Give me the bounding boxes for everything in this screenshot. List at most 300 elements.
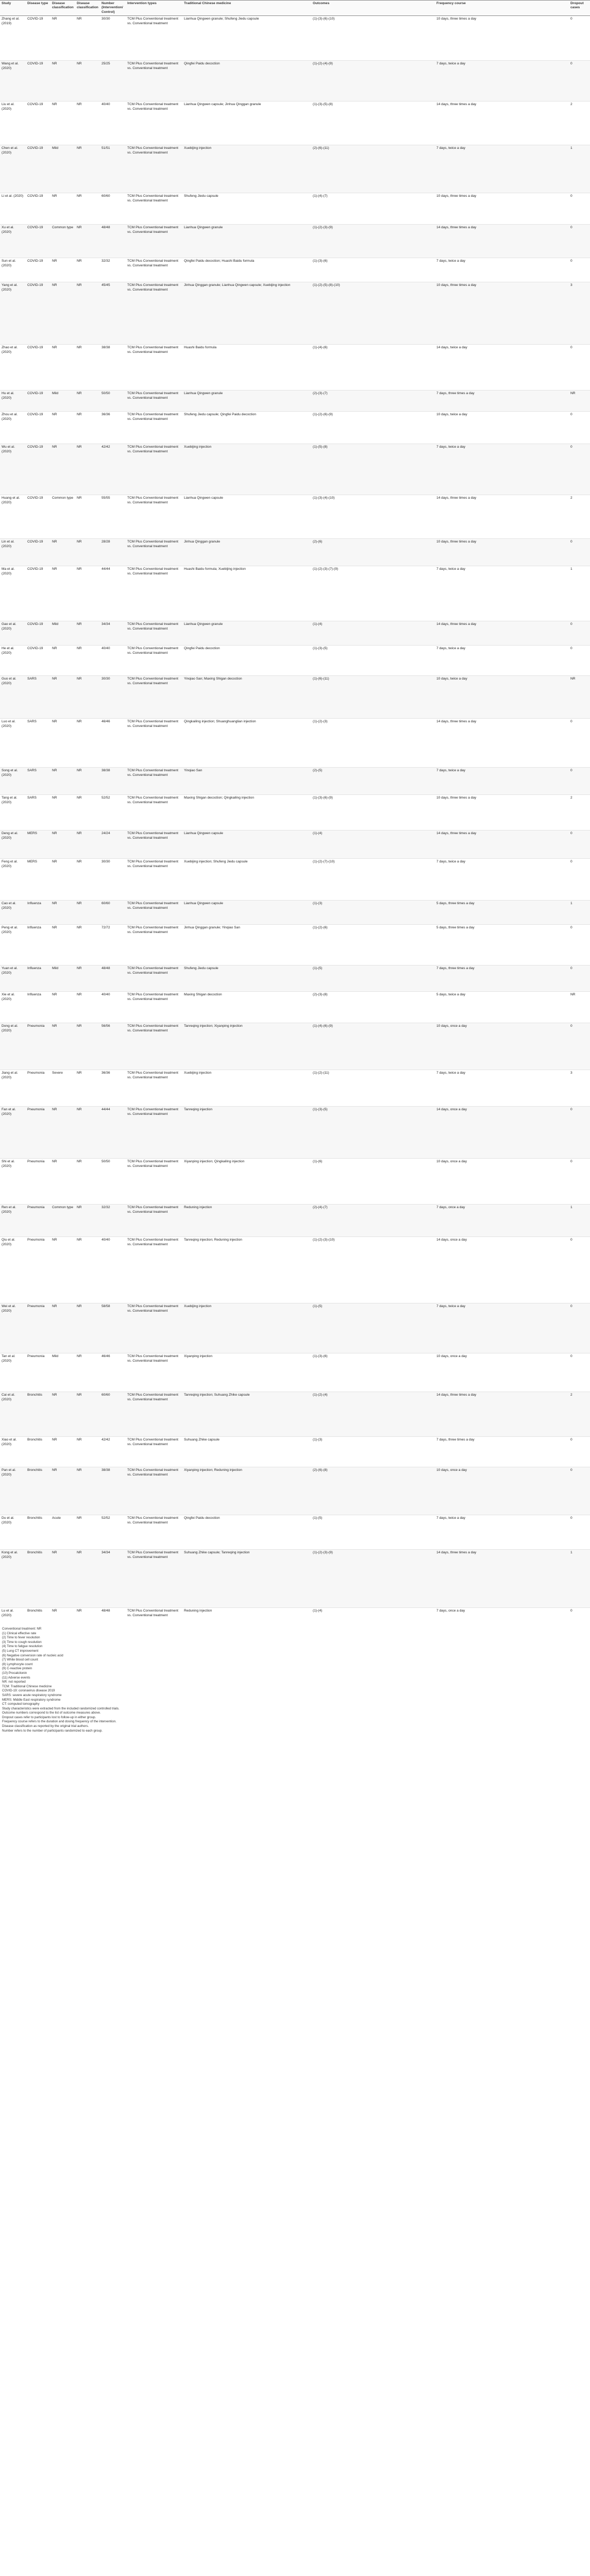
table-cell: TCM Plus Conventional treatment vs. Conventional treatment bbox=[126, 719, 182, 768]
table-cell: NR bbox=[75, 1303, 100, 1353]
table-cell: NR bbox=[75, 621, 100, 646]
table-row bbox=[0, 1303, 590, 1353]
table-row bbox=[0, 965, 590, 992]
table-cell: Shufeng Jiedu capsule bbox=[182, 193, 311, 225]
table-cell: (1)-(3)-(4)-(10) bbox=[311, 495, 435, 539]
header-cell: Intervention types bbox=[126, 1, 182, 16]
table-cell: 7 days, twice a day bbox=[435, 566, 569, 621]
table-cell: 48/48 bbox=[100, 1608, 126, 1641]
table-cell: COVID-19 bbox=[26, 16, 50, 61]
table-cell: Deng et al. (2020) bbox=[0, 831, 26, 859]
table-cell: Shi et al. (2020) bbox=[0, 1159, 26, 1205]
table-cell: Feng et al. (2020) bbox=[0, 859, 26, 901]
table-cell: (1)-(3)-(6) bbox=[311, 1353, 435, 1392]
table-cell: 0 bbox=[569, 1303, 590, 1353]
table-cell: 7 days, twice a day bbox=[435, 145, 569, 193]
table-cell: Sun et al. (2020) bbox=[0, 258, 26, 282]
table-cell: 7 days, twice a day bbox=[435, 859, 569, 901]
table-cell: 10 days, once a day bbox=[435, 1159, 569, 1205]
table-cell: TCM Plus Conventional treatment vs. Conventional treatment bbox=[126, 795, 182, 831]
table-row bbox=[0, 258, 590, 282]
table-cell: Jinhua Qinggan granule bbox=[182, 539, 311, 566]
table-cell: 0 bbox=[569, 225, 590, 258]
table-cell: COVID-19 bbox=[26, 621, 50, 646]
table-cell: 58/58 bbox=[100, 1303, 126, 1353]
footnote-line: COVID-19: coronavirus disease 2019 bbox=[2, 1689, 55, 1693]
table-row bbox=[0, 495, 590, 539]
table-cell: Pan et al. (2020) bbox=[0, 1467, 26, 1515]
table-cell: Kong et al. (2020) bbox=[0, 1550, 26, 1608]
table-cell: 0 bbox=[569, 925, 590, 965]
table-cell: Huashi Baidu formula; Xuebijing injection bbox=[182, 566, 311, 621]
table-cell: NR bbox=[50, 1303, 75, 1353]
table-cell: (1)-(3)-(5) bbox=[311, 646, 435, 676]
table-cell: NR bbox=[75, 1237, 100, 1303]
table-cell: Pneumonia bbox=[26, 1205, 50, 1237]
table-cell: 0 bbox=[569, 719, 590, 768]
table-cell: NR bbox=[75, 1159, 100, 1205]
table-cell: Ren et al. (2020) bbox=[0, 1205, 26, 1237]
table-cell: TCM Plus Conventional treatment vs. Conventional treatment bbox=[126, 1392, 182, 1437]
table-cell: Qiu et al. (2020) bbox=[0, 1237, 26, 1303]
footnote-line: (3) Time to cough resolution bbox=[2, 1640, 42, 1644]
table-cell: NR bbox=[75, 965, 100, 992]
table-cell: NR bbox=[50, 1392, 75, 1437]
table-row bbox=[0, 719, 590, 768]
table-cell: TCM Plus Conventional treatment vs. Conventional treatment bbox=[126, 282, 182, 345]
table-cell: Bronchitis bbox=[26, 1467, 50, 1515]
table-cell: (2)-(4)-(7) bbox=[311, 1205, 435, 1237]
table-cell: (1)-(3)-(6) bbox=[311, 258, 435, 282]
table-cell: TCM Plus Conventional treatment vs. Conventional treatment bbox=[126, 1159, 182, 1205]
table-cell: (1)-(2)-(6) bbox=[311, 925, 435, 965]
table-cell: NR bbox=[50, 925, 75, 965]
table-cell: TCM Plus Conventional treatment vs. Conventional treatment bbox=[126, 1107, 182, 1159]
table-cell: 1 bbox=[569, 145, 590, 193]
footnote-line: (4) Time to fatigue resolution bbox=[2, 1645, 43, 1649]
table-row bbox=[0, 676, 590, 719]
table-cell: Bronchitis bbox=[26, 1392, 50, 1437]
table-cell: 1 bbox=[569, 566, 590, 621]
table-cell: 10 days, twice a day bbox=[435, 412, 569, 444]
table-cell: NR bbox=[75, 566, 100, 621]
table-cell: TCM Plus Conventional treatment vs. Conventional treatment bbox=[126, 1237, 182, 1303]
table-cell: NR bbox=[75, 258, 100, 282]
table-cell: NR bbox=[75, 859, 100, 901]
table-cell: 3 bbox=[569, 1070, 590, 1107]
table-row bbox=[0, 795, 590, 831]
table-cell: (2)-(6) bbox=[311, 539, 435, 566]
table-row bbox=[0, 225, 590, 258]
table-row bbox=[0, 925, 590, 965]
table-cell: 32/32 bbox=[100, 1205, 126, 1237]
table-cell: Tanreqing injection; Reduning injection bbox=[182, 1237, 311, 1303]
table-cell: NR bbox=[75, 719, 100, 768]
table-cell: 38/38 bbox=[100, 768, 126, 795]
table-cell: 0 bbox=[569, 859, 590, 901]
table-cell: 2 bbox=[569, 495, 590, 539]
header-cell: Disease type bbox=[26, 1, 50, 16]
table-cell: Shufeng Jiedu capsule; Qingfei Paidu decoction bbox=[182, 412, 311, 444]
table-row bbox=[0, 1205, 590, 1237]
table-cell: NR bbox=[75, 282, 100, 345]
table-cell: NR bbox=[50, 1237, 75, 1303]
table-cell: MERS bbox=[26, 859, 50, 901]
table-cell: (2)-(3)-(8) bbox=[311, 992, 435, 1023]
table-cell: 10 days, once a day bbox=[435, 1467, 569, 1515]
table-cell: Pneumonia bbox=[26, 1303, 50, 1353]
table-cell: 10 days, three times a day bbox=[435, 193, 569, 225]
table-cell: 10 days, once a day bbox=[435, 1023, 569, 1070]
table-cell: NR bbox=[75, 539, 100, 566]
table-cell: NR bbox=[50, 258, 75, 282]
table-cell: NR bbox=[75, 1107, 100, 1159]
table-cell: NR bbox=[569, 676, 590, 719]
table-cell: Lianhua Qingwen granule; Shufeng Jiedu capsule bbox=[182, 16, 311, 61]
footnote-line: (7) White blood cell count bbox=[2, 1658, 38, 1662]
table-cell: 7 days, twice a day bbox=[435, 646, 569, 676]
header-cell: Dropout cases bbox=[569, 1, 590, 16]
table-cell: NR bbox=[75, 1353, 100, 1392]
table-cell: 7 days, twice a day bbox=[435, 1303, 569, 1353]
table-cell: Hu et al. (2020) bbox=[0, 391, 26, 412]
table-cell: (1)-(2)-(7)-(10) bbox=[311, 859, 435, 901]
footnote-line: SARS: severe acute respiratory syndrome bbox=[2, 1693, 62, 1697]
table-cell: NR bbox=[75, 1070, 100, 1107]
table-cell: (1)-(4) bbox=[311, 831, 435, 859]
table-cell: 55/55 bbox=[100, 495, 126, 539]
table-cell: NR bbox=[50, 992, 75, 1023]
table-cell: 2 bbox=[569, 1392, 590, 1437]
table-cell: Lianhua Qingwen granule bbox=[182, 225, 311, 258]
table-cell: Influenza bbox=[26, 992, 50, 1023]
table-row bbox=[0, 101, 590, 145]
table-cell: 7 days, once a day bbox=[435, 1608, 569, 1641]
table-cell: 0 bbox=[569, 1353, 590, 1392]
table-row bbox=[0, 444, 590, 495]
table-cell: TCM Plus Conventional treatment vs. Conventional treatment bbox=[126, 1515, 182, 1550]
table-cell: Influenza bbox=[26, 925, 50, 965]
table-cell: 7 days, twice a day bbox=[435, 444, 569, 495]
table-cell: (1)-(2)-(3) bbox=[311, 719, 435, 768]
table-cell: SARS bbox=[26, 768, 50, 795]
table-cell: 1 bbox=[569, 901, 590, 925]
table-row bbox=[0, 901, 590, 925]
table-cell: Xiao et al. (2020) bbox=[0, 1437, 26, 1467]
table-cell: TCM Plus Conventional treatment vs. Conventional treatment bbox=[126, 1303, 182, 1353]
table-row bbox=[0, 1515, 590, 1550]
table-cell: 40/40 bbox=[100, 1237, 126, 1303]
footnote-line: Outcome numbers correspond to the list of outcome measures above. bbox=[2, 1711, 101, 1715]
table-row bbox=[0, 768, 590, 795]
table-cell: 14 days, three times a day bbox=[435, 225, 569, 258]
table-cell: 56/56 bbox=[100, 1023, 126, 1070]
table-cell: NR bbox=[75, 831, 100, 859]
table-row bbox=[0, 1437, 590, 1467]
table-cell: NR bbox=[50, 61, 75, 101]
table-row bbox=[0, 1237, 590, 1303]
table-cell: 7 days, twice a day bbox=[435, 1070, 569, 1107]
table-row bbox=[0, 391, 590, 412]
table-cell: (1)-(3)-(5) bbox=[311, 1107, 435, 1159]
table-cell: NR bbox=[75, 193, 100, 225]
table-cell: TCM Plus Conventional treatment vs. Conventional treatment bbox=[126, 859, 182, 901]
table-cell: SARS bbox=[26, 719, 50, 768]
table-cell: TCM Plus Conventional treatment vs. Conventional treatment bbox=[126, 61, 182, 101]
table-cell: 10 days, three times a day bbox=[435, 795, 569, 831]
table-cell: Lin et al. (2020) bbox=[0, 539, 26, 566]
header-cell: Frequency course bbox=[435, 1, 569, 16]
table-cell: 14 days, three times a day bbox=[435, 101, 569, 145]
table-row bbox=[0, 1353, 590, 1392]
table-cell: Zhang et al. (2019) bbox=[0, 16, 26, 61]
table-cell: TCM Plus Conventional treatment vs. Conventional treatment bbox=[126, 1205, 182, 1237]
table-cell: NR bbox=[75, 992, 100, 1023]
table-cell: NR bbox=[50, 282, 75, 345]
footnote-line: (2) Time to fever resolution bbox=[2, 1636, 40, 1640]
table-row bbox=[0, 859, 590, 901]
table-cell: Common type bbox=[50, 225, 75, 258]
table-cell: NR bbox=[50, 1467, 75, 1515]
table-cell: TCM Plus Conventional treatment vs. Conventional treatment bbox=[126, 16, 182, 61]
table-cell: COVID-19 bbox=[26, 193, 50, 225]
table-cell: 14 days, three times a day bbox=[435, 719, 569, 768]
table-cell: Reduning injection bbox=[182, 1205, 311, 1237]
table-cell: 10 days, once a day bbox=[435, 1353, 569, 1392]
footnote-line: (6) Negative conversion rate of nucleic acid bbox=[2, 1653, 63, 1657]
table-cell: NR bbox=[50, 859, 75, 901]
table-cell: 1 bbox=[569, 1205, 590, 1237]
table-cell: 44/44 bbox=[100, 566, 126, 621]
table-cell: Wang et al. (2020) bbox=[0, 61, 26, 101]
table-cell: TCM Plus Conventional treatment vs. Conventional treatment bbox=[126, 1608, 182, 1641]
table-cell: TCM Plus Conventional treatment vs. Conventional treatment bbox=[126, 258, 182, 282]
table-cell: NR bbox=[50, 444, 75, 495]
table-cell: TCM Plus Conventional treatment vs. Conventional treatment bbox=[126, 444, 182, 495]
table-cell: TCM Plus Conventional treatment vs. Conventional treatment bbox=[126, 965, 182, 992]
table-cell: 40/40 bbox=[100, 992, 126, 1023]
table-cell: 0 bbox=[569, 768, 590, 795]
table-cell: Fan et al. (2020) bbox=[0, 1107, 26, 1159]
table-cell: NR bbox=[50, 101, 75, 145]
table-cell: NR bbox=[75, 901, 100, 925]
table-cell: NR bbox=[75, 391, 100, 412]
footnote-line: Disease classification as reported by the original trial authors. bbox=[2, 1724, 89, 1728]
table-row bbox=[0, 831, 590, 859]
table-cell: 45/45 bbox=[100, 282, 126, 345]
table-cell: (1)-(4) bbox=[311, 1608, 435, 1641]
table-cell: Pneumonia bbox=[26, 1237, 50, 1303]
table-cell: Mild bbox=[50, 965, 75, 992]
table-cell: TCM Plus Conventional treatment vs. Conventional treatment bbox=[126, 193, 182, 225]
table-cell: (1)-(5) bbox=[311, 965, 435, 992]
table-cell: 48/48 bbox=[100, 225, 126, 258]
table-cell: 24/24 bbox=[100, 831, 126, 859]
table-cell: (1)-(2)-(3)-(9) bbox=[311, 1550, 435, 1608]
table-cell: TCM Plus Conventional treatment vs. Conventional treatment bbox=[126, 1070, 182, 1107]
table-cell: 7 days, three times a day bbox=[435, 1437, 569, 1467]
table-cell: 0 bbox=[569, 412, 590, 444]
table-cell: Yinqiao San bbox=[182, 768, 311, 795]
table-cell: NR bbox=[50, 566, 75, 621]
table-cell: 0 bbox=[569, 621, 590, 646]
table-cell: 0 bbox=[569, 1608, 590, 1641]
table-cell: Xuebijing injection bbox=[182, 444, 311, 495]
table-cell: Xuebijing injection bbox=[182, 1303, 311, 1353]
table-cell: TCM Plus Conventional treatment vs. Conventional treatment bbox=[126, 391, 182, 412]
table-cell: (2)-(3)-(7) bbox=[311, 391, 435, 412]
table-cell: Xu et al. (2020) bbox=[0, 225, 26, 258]
table-cell: 0 bbox=[569, 1437, 590, 1467]
table-cell: Peng et al. (2020) bbox=[0, 925, 26, 965]
table-cell: (1)-(4) bbox=[311, 621, 435, 646]
table-cell: (1)-(2)-(4)-(9) bbox=[311, 61, 435, 101]
table-cell: (1)-(4)-(7) bbox=[311, 193, 435, 225]
table-cell: (1)-(3) bbox=[311, 901, 435, 925]
table-cell: Wu et al. (2020) bbox=[0, 444, 26, 495]
table-cell: NR bbox=[75, 1392, 100, 1437]
table-cell: (1)-(5)-(8) bbox=[311, 444, 435, 495]
table-cell: Gao et al. (2020) bbox=[0, 621, 26, 646]
table-cell: MERS bbox=[26, 831, 50, 859]
table-cell: TCM Plus Conventional treatment vs. Conventional treatment bbox=[126, 412, 182, 444]
table-cell: (1)-(2)-(4) bbox=[311, 1392, 435, 1437]
table-cell: 0 bbox=[569, 1515, 590, 1550]
table-cell: TCM Plus Conventional treatment vs. Conventional treatment bbox=[126, 1353, 182, 1392]
table-cell: 38/38 bbox=[100, 345, 126, 391]
table-cell: NR bbox=[75, 795, 100, 831]
table-cell: Bronchitis bbox=[26, 1550, 50, 1608]
table-cell: NR bbox=[75, 16, 100, 61]
table-cell: (1)-(2)-(3)-(7)-(9) bbox=[311, 566, 435, 621]
table-cell: Yang et al. (2020) bbox=[0, 282, 26, 345]
table-row bbox=[0, 539, 590, 566]
table-cell: 3 bbox=[569, 282, 590, 345]
table-cell: 72/72 bbox=[100, 925, 126, 965]
table-cell: NR bbox=[75, 1515, 100, 1550]
table-cell: NR bbox=[75, 1550, 100, 1608]
table-cell: 34/34 bbox=[100, 1550, 126, 1608]
table-cell: Lianhua Qingwen granule bbox=[182, 621, 311, 646]
table-cell: Lianhua Qingwen capsule bbox=[182, 495, 311, 539]
table-cell: NR bbox=[75, 1437, 100, 1467]
table-cell: TCM Plus Conventional treatment vs. Conventional treatment bbox=[126, 1023, 182, 1070]
table-cell: 46/46 bbox=[100, 1353, 126, 1392]
table-cell: 14 days, three times a day bbox=[435, 495, 569, 539]
table-cell: NR bbox=[50, 1107, 75, 1159]
table-cell: (2)-(6)-(8) bbox=[311, 1467, 435, 1515]
table-row bbox=[0, 621, 590, 646]
table-cell: Tanreqing injection; Suhuang Zhike capsule bbox=[182, 1392, 311, 1437]
table-cell: 28/28 bbox=[100, 539, 126, 566]
table-cell: Zhao et al. (2020) bbox=[0, 345, 26, 391]
table-cell: 30/30 bbox=[100, 16, 126, 61]
table-cell: Tan et al. (2020) bbox=[0, 1353, 26, 1392]
table-cell: Zhou et al. (2020) bbox=[0, 412, 26, 444]
table-cell: NR bbox=[50, 768, 75, 795]
table-cell: SARS bbox=[26, 795, 50, 831]
footnote-line: (11) Adverse events bbox=[2, 1675, 30, 1680]
table-cell: Dong et al. (2020) bbox=[0, 1023, 26, 1070]
table-cell: Cao et al. (2020) bbox=[0, 901, 26, 925]
table-cell: (1)-(5) bbox=[311, 1515, 435, 1550]
table-cell: Lianhua Qingwen capsule bbox=[182, 901, 311, 925]
table-cell: Tanreqing injection; Xiyanping injection bbox=[182, 1023, 311, 1070]
table-cell: 7 days, three times a day bbox=[435, 965, 569, 992]
table-cell: NR bbox=[75, 925, 100, 965]
table-cell: COVID-19 bbox=[26, 444, 50, 495]
table-cell: 48/48 bbox=[100, 965, 126, 992]
table-cell: 25/25 bbox=[100, 61, 126, 101]
table-cell: TCM Plus Conventional treatment vs. Conventional treatment bbox=[126, 495, 182, 539]
table-cell: NR bbox=[75, 1205, 100, 1237]
table-cell: 50/50 bbox=[100, 391, 126, 412]
table-cell: 14 days, three times a day bbox=[435, 1392, 569, 1437]
footnote-line: MERS: Middle East respiratory syndrome bbox=[2, 1698, 61, 1702]
table-cell: He et al. (2020) bbox=[0, 646, 26, 676]
table-cell: Xuebijing injection bbox=[182, 1070, 311, 1107]
table-cell: Song et al. (2020) bbox=[0, 768, 26, 795]
table-cell: 60/60 bbox=[100, 1392, 126, 1437]
table-cell: NR bbox=[75, 1467, 100, 1515]
table-cell: 7 days, twice a day bbox=[435, 768, 569, 795]
table-cell: Mild bbox=[50, 621, 75, 646]
table-cell: TCM Plus Conventional treatment vs. Conventional treatment bbox=[126, 831, 182, 859]
table-cell: Xiyanping injection bbox=[182, 1353, 311, 1392]
table-cell: 42/42 bbox=[100, 444, 126, 495]
table-cell: (1)-(2)-(3)-(9) bbox=[311, 225, 435, 258]
table-cell: NR bbox=[75, 345, 100, 391]
table-cell: COVID-19 bbox=[26, 145, 50, 193]
table-cell: 40/40 bbox=[100, 101, 126, 145]
table-cell: 5 days, twice a day bbox=[435, 992, 569, 1023]
table-cell: COVID-19 bbox=[26, 282, 50, 345]
table-cell: 0 bbox=[569, 258, 590, 282]
table-row bbox=[0, 1023, 590, 1070]
table-cell: NR bbox=[75, 444, 100, 495]
table-cell: TCM Plus Conventional treatment vs. Conventional treatment bbox=[126, 925, 182, 965]
table-cell: Lu et al. (2020) bbox=[0, 1608, 26, 1641]
table-cell: Xiyanping injection; Reduning injection bbox=[182, 1467, 311, 1515]
table-row bbox=[0, 61, 590, 101]
table-cell: Xiyanping injection; Qingkailing injection bbox=[182, 1159, 311, 1205]
table-cell: TCM Plus Conventional treatment vs. Conventional treatment bbox=[126, 539, 182, 566]
table-row bbox=[0, 1070, 590, 1107]
table-cell: NR bbox=[50, 676, 75, 719]
table-cell: Lianhua Qingwen granule bbox=[182, 391, 311, 412]
table-cell: NR bbox=[50, 719, 75, 768]
table-cell: 14 days, three times a day bbox=[435, 831, 569, 859]
footnote-line: Conventional treatment: NR bbox=[2, 1627, 42, 1631]
footnote-line: TCM: Traditional Chinese medicine bbox=[2, 1684, 52, 1688]
table-cell: (1)-(3)-(6)-(9) bbox=[311, 795, 435, 831]
table-cell: 1 bbox=[569, 1550, 590, 1608]
table-cell: 10 days, three times a day bbox=[435, 282, 569, 345]
table-cell: TCM Plus Conventional treatment vs. Conventional treatment bbox=[126, 646, 182, 676]
table-cell: TCM Plus Conventional treatment vs. Conventional treatment bbox=[126, 145, 182, 193]
footnote-line: Dropout cases refer to participants lost to follow-up in either group. bbox=[2, 1715, 96, 1719]
table-cell: 14 days, once a day bbox=[435, 1237, 569, 1303]
table-cell: Bronchitis bbox=[26, 1437, 50, 1467]
table-cell: 0 bbox=[569, 1159, 590, 1205]
table-row bbox=[0, 992, 590, 1023]
table-cell: Yuan et al. (2020) bbox=[0, 965, 26, 992]
table-cell: SARS bbox=[26, 676, 50, 719]
table-cell: COVID-19 bbox=[26, 646, 50, 676]
table-cell: NR bbox=[75, 1608, 100, 1641]
table-cell: COVID-19 bbox=[26, 412, 50, 444]
table-cell: COVID-19 bbox=[26, 345, 50, 391]
